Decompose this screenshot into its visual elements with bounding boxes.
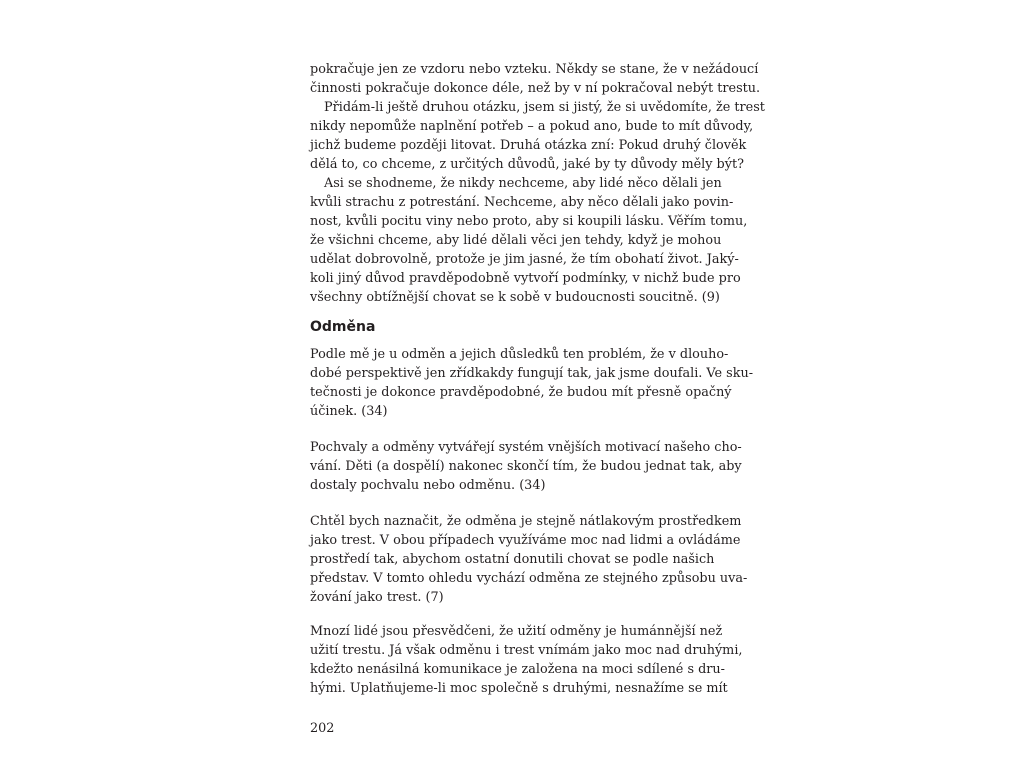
text-line: činnosti pokračuje dokonce déle, než by v ní pokračoval nebýt trestu. — [310, 81, 761, 96]
text-line: představ. V tomto ohledu vychází odměna ze stejného způsobu uva- — [310, 571, 748, 586]
text-line: tečnosti je dokonce pravděpodobné, že budou mít přesně opačný — [310, 385, 732, 400]
text-line: že všichni chceme, aby lidé dělali věci jen tehdy, když je mohou — [310, 233, 722, 248]
quote-block-4 — [310, 622, 743, 698]
text-line: dobé perspektivě jen zřídkakdy fungují tak, jak jsme doufali. Ve sku- — [310, 366, 754, 381]
text-line: dělá to, co chceme, z určitých důvodů, jaké by ty důvody měly být? — [310, 157, 744, 172]
text-line: Chtěl bych naznačit, že odměna je stejně nátlakovým prostředkem — [310, 514, 742, 529]
text-line: Přidám-li ještě druhou otázku, jsem si jistý, že si uvědomíte, že trest — [324, 100, 765, 115]
page-number: 202 — [310, 721, 335, 736]
text-line: nikdy nepomůže naplnění potřeb – a pokud ano, bude to mít důvody, — [310, 119, 754, 134]
text-line: Mnozí lidé jsou přesvědčeni, že užití odměny je humánnější než — [310, 624, 723, 639]
text-line: vání. Děti (a dospělí) nakonec skončí tím, že budou jednat tak, aby — [310, 459, 742, 474]
text-line: dostaly pochvalu nebo odměnu. (34) — [310, 478, 546, 493]
text-line: žování jako trest. (7) — [310, 590, 444, 605]
text-line: Asi se shodneme, že nikdy nechceme, aby lidé něco dělali jen — [324, 176, 722, 191]
quote-block-3 — [310, 512, 748, 607]
text-line: koli jiný důvod pravděpodobně vytvoří podmínky, v nichž bude pro — [310, 271, 741, 286]
text-line: užití trestu. Já však odměnu i trest vnímám jako moc nad druhými, — [310, 643, 743, 658]
text-line: Pochvaly a odměny vytvářejí systém vnějších motivací našeho cho- — [310, 440, 742, 455]
text-line: Podle mě je u odměn a jejich důsledků ten problém, že v dlouho- — [310, 347, 729, 362]
text-line: jichž budeme později litovat. Druhá otázka zní: Pokud druhý člověk — [310, 138, 747, 153]
text-line: pokračuje jen ze vzdoru nebo vzteku. Někdy se stane, že v nežádoucí — [310, 62, 759, 77]
text-line: kdežto nenásilná komunikace je založena na moci sdílené s dru- — [310, 662, 725, 677]
text-line: prostředí tak, abychom ostatní donutili chovat se podle našich — [310, 552, 715, 567]
section-heading: Odměna — [310, 319, 376, 335]
quote-block-1 — [310, 345, 754, 421]
text-line: hými. Uplatňujeme-li moc společně s druhými, nesnažíme se mít — [310, 681, 728, 696]
text-line: všechny obtížnější chovat se k sobě v budoucnosti soucitně. (9) — [310, 290, 720, 305]
text-line: nost, kvůli pocitu viny nebo proto, aby si koupili lásku. Věřím tomu, — [310, 214, 748, 229]
quote-block-2 — [310, 438, 742, 495]
text-line: udělat dobrovolně, protože je jim jasné, že tím obohatí život. Jaký- — [310, 252, 739, 267]
text-line: jako trest. V obou případech využíváme moc nad lidmi a ovládáme — [310, 533, 741, 548]
text-line: účinek. (34) — [310, 404, 388, 419]
text-column-top — [310, 60, 765, 307]
text-line: kvůli strachu z potrestání. Nechceme, aby něco dělali jako povin- — [310, 195, 734, 210]
